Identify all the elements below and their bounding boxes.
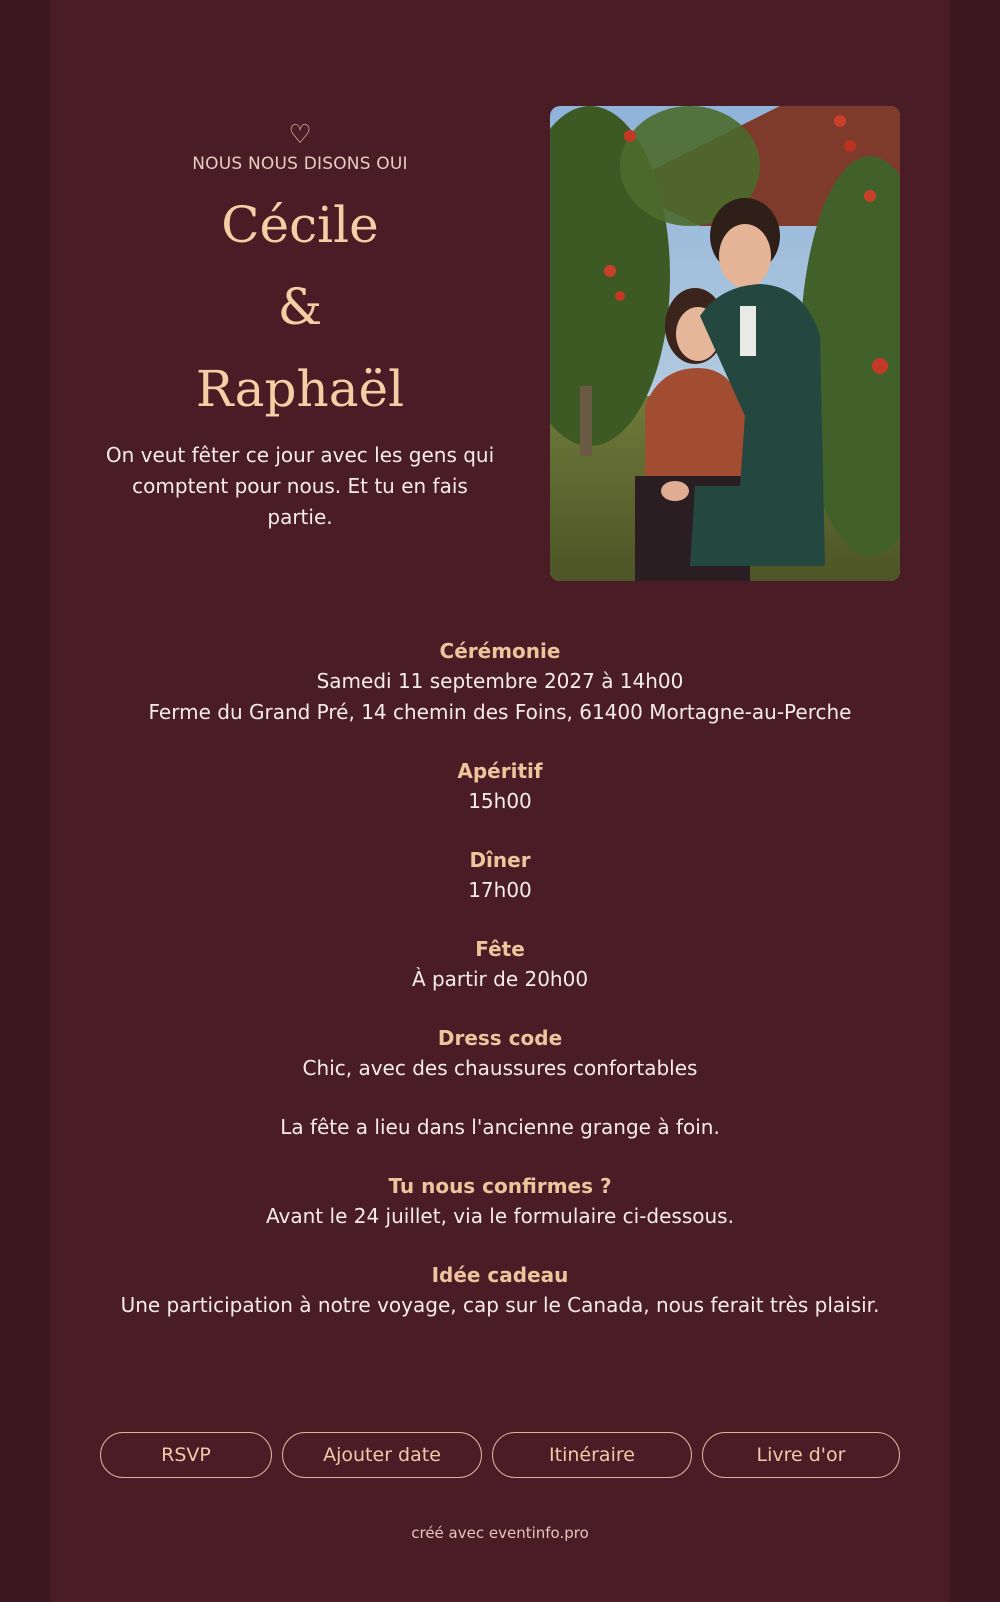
gift-title: Idée cadeau [431,1263,569,1287]
rsvp-button[interactable]: RSVP [100,1432,272,1478]
heart-icon: ♡ [288,120,312,150]
hero-text [100,120,500,533]
section-dress-code [100,1023,900,1084]
section-rsvp [100,1171,900,1232]
aperitif-title: Apéritif [457,759,543,783]
ampersand: & [277,278,323,336]
guestbook-button[interactable]: Livre d'or [702,1432,900,1478]
rsvp-title: Tu nous confirmes ? [388,1174,612,1198]
fete-title: Fête [475,937,525,961]
gift-text: Une participation à notre voyage, cap sur le Canada, nous ferait très plaisir. [120,1293,880,1317]
add-date-button[interactable]: Ajouter date [282,1432,482,1478]
section-gift [100,1260,900,1321]
name-first: Cécile [221,196,379,254]
intro-text: On veut fêter ce jour avec les gens qui comptent pour nous. Et tu en fais partie. [105,443,495,529]
event-details [100,636,900,1349]
diner-title: Dîner [469,848,531,872]
section-fete [100,934,900,995]
tagline: NOUS NOUS DISONS OUI [192,154,408,174]
section-ceremony [100,636,900,728]
section-aperitif [100,756,900,817]
barn-note: La fête a lieu dans l'ancienne grange à foin. [280,1115,720,1139]
ceremony-address: Ferme du Grand Pré, 14 chemin des Foins, 61400 Mortagne-au-Perche [148,700,852,724]
footer-credit[interactable]: créé avec eventinfo.pro [411,1524,589,1542]
dress-title: Dress code [437,1026,563,1050]
couple-photo [550,106,900,581]
ceremony-date: Samedi 11 septembre 2027 à 14h00 [316,669,684,693]
fete-time: À partir de 20h00 [411,967,589,991]
couple-photo-image [550,106,900,581]
aperitif-time: 15h00 [468,789,532,813]
name-second: Raphaël [195,360,405,418]
section-diner [100,845,900,906]
dress-text: Chic, avec des chaussures confortables [302,1056,698,1080]
couple-names [100,184,500,430]
itinerary-button[interactable]: Itinéraire [492,1432,692,1478]
invitation-card [50,0,950,1602]
rsvp-text: Avant le 24 juillet, via le formulaire ci-dessous. [266,1204,734,1228]
action-buttons [100,1432,900,1478]
ceremony-title: Cérémonie [439,639,561,663]
diner-time: 17h00 [468,878,532,902]
